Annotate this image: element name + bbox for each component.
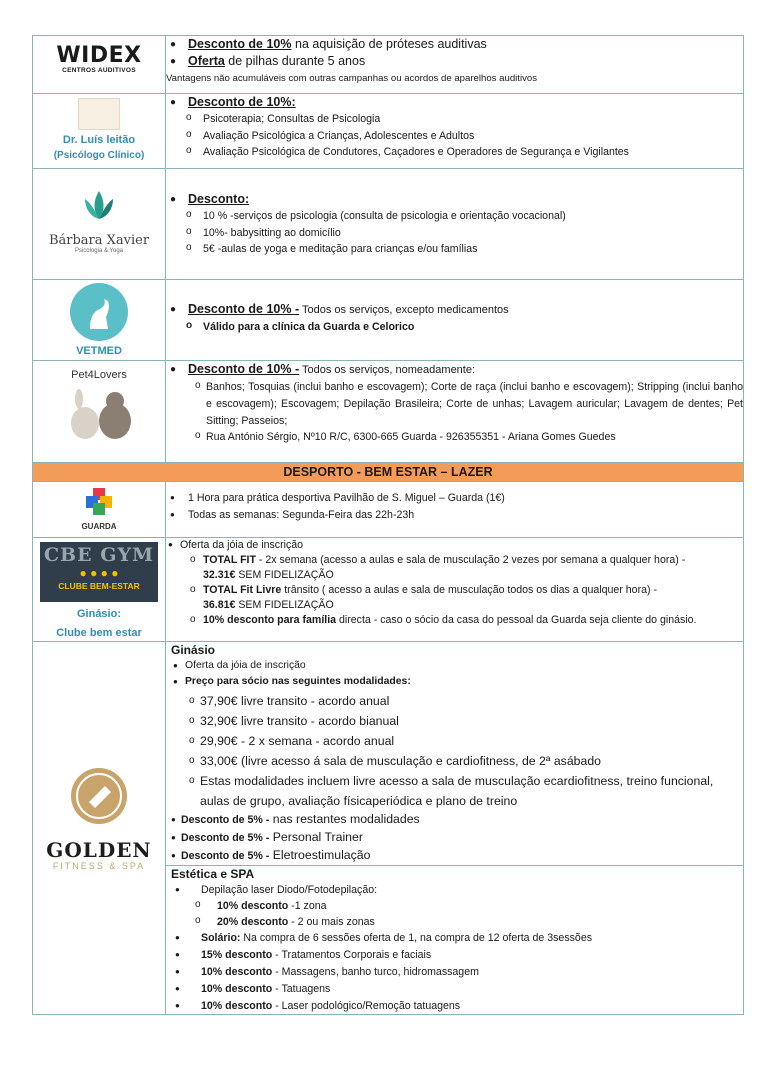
cbe-logo-icons: ● ● ● ● — [79, 566, 119, 580]
list-item: 32.31€ SEM FIDELIZAÇÃO — [203, 568, 334, 581]
widex-logo-tagline: CENTROS AUDITIVOS — [62, 67, 136, 74]
guarda-logo-cell — [33, 482, 166, 538]
row-pet4lovers — [33, 361, 744, 463]
list-item: ● Oferta de pilhas durante 5 anos — [166, 53, 743, 70]
vetmed-logo-cell — [33, 280, 166, 361]
guarda-logo-text: GUARDA — [81, 522, 117, 531]
cbe-logo-sub: CLUBE BEM-ESTAR — [58, 581, 140, 591]
list-item: o 29,90€ - 2 x semana - acordo anual — [171, 731, 737, 751]
list-item: o TOTAL FIT - 2x semana (acesso a aulas e sala de musculação 2 vezes por semana a qualquer hora) - — [166, 553, 743, 568]
golden-logo-sub: FITNESS & SPA — [52, 860, 146, 871]
luis-logo-image — [78, 98, 120, 130]
list-item: o 10% desconto para família directa - caso o sócio da casa do pessoal da Guarda seja cliente do ginásio. — [166, 613, 743, 628]
benefits-table — [32, 35, 744, 1015]
vetmed-logo-image — [70, 283, 128, 341]
list-item: ● Desconto de 5% - Personal Trainer — [171, 829, 737, 847]
list-item: o TOTAL Fit Livre trânsito ( acesso a aulas e sala de musculação todos os dias a qualquer hora) - — [166, 583, 743, 598]
pet4lovers-services: o Banhos; Tosquias (inclui banho e escovagem); Corte de raça (inclui banho e escovagem); Stripping (inclui banho e escovagem); Escovagem; Depilação Brasileira; Corte de unhas; Lavagem auricular; Lavagem de dentes; Pet Sitting; Passeios; — [195, 380, 743, 427]
luis-logo-cell — [33, 94, 166, 169]
pet4lovers-logo-name: Pet4Lovers — [71, 369, 127, 381]
cbe-logo-cell — [33, 538, 166, 642]
list-item: ● 10% desconto - Tatuagens — [171, 981, 737, 998]
widex-note: Vantagens não acumuláveis com outras campanhas ou acordos de aparelhos auditivos — [166, 73, 538, 84]
dog-icon — [70, 283, 128, 341]
list-item: o 5€ -aulas de yoga e meditação para crianças e/ou famílias — [166, 241, 743, 258]
list-item: o 37,90€ livre transito - acordo anual — [171, 691, 737, 711]
list-item: ● Desconto de 10%: — [166, 94, 743, 111]
barbara-content — [166, 169, 744, 280]
list-item: o 10%- babysitting ao domicílio — [166, 225, 743, 242]
list-item: ● Desconto de 10% - Todos os serviços, nomeadamente: — [166, 361, 743, 379]
golden-spa-heading: Estética e SPA — [171, 866, 255, 881]
list-item: ● Desconto de 5% - nas restantes modalidades — [171, 811, 737, 829]
list-item: o 10% desconto -1 zona — [171, 898, 737, 914]
cbe-content — [166, 538, 744, 642]
cbe-logo — [40, 542, 158, 602]
section-title: DESPORTO - BEM ESTAR – LAZER — [33, 463, 744, 482]
vetmed-name: VETMED — [76, 345, 122, 357]
list-item: o Avaliação Psicológica de Condutores, Caçadores e Operadores de Segurança e Vigilantes — [166, 144, 743, 161]
luis-name: Dr. Luís leitão — [62, 134, 136, 146]
list-item: ● 15% desconto - Tratamentos Corporais e faciais — [171, 947, 737, 964]
list-item: ● Depilação laser Diodo/Fotodepilação: — [171, 882, 737, 899]
barbara-logo-name: Bárbara Xavier — [48, 233, 150, 248]
golden-logo-icon — [69, 766, 129, 826]
pet4lovers-content — [166, 361, 744, 463]
list-item: o Psicoterapia; Consultas de Psicologia — [166, 111, 743, 128]
cbe-logo-title: CBE GYM — [43, 544, 155, 566]
list-item: ● 1 Hora para prática desportiva Pavilhão de S. Miguel – Guarda (1€) — [166, 490, 743, 507]
list-item: o 32,90€ livre transito - acordo bianual — [171, 711, 737, 731]
pet4lovers-logo-cell — [33, 361, 166, 463]
guarda-logo-icon — [84, 487, 114, 517]
barbara-logo-sub: Psicologia & Yoga — [74, 248, 124, 254]
list-item: ● Desconto: — [166, 191, 743, 208]
list-item: o Estas modalidades incluem livre acesso a sala de musculação ecardiofitness, treino funcional, aulas de grupo, avaliação físicaperiódica e plano de treino — [171, 771, 737, 811]
list-item: ● Todas as semanas: Segunda-Feira das 22h-23h — [166, 507, 743, 524]
golden-logo-title: GOLDEN — [46, 837, 152, 862]
list-item: ● Desconto de 10% - Todos os serviços, excepto medicamentos — [166, 301, 743, 319]
section-header-row — [33, 463, 744, 482]
widex-logo-cell — [33, 36, 166, 94]
list-item: o 33,00€ (livre acesso á sala de musculação e cardiofitness, de 2ª asábado — [171, 751, 737, 771]
golden-spa-content — [166, 865, 744, 1015]
row-vetmed — [33, 280, 744, 361]
list-item: ● Preço para sócio nas seguintes modalidades: — [171, 674, 737, 690]
pets-icon — [59, 385, 139, 441]
list-item: o 20% desconto - 2 ou mais zonas — [171, 914, 737, 930]
list-item: ● Oferta da jóia de inscrição — [171, 658, 737, 674]
list-item: 36.81€ SEM FIDELIZAÇÃO — [203, 598, 334, 611]
list-item: ● Oferta da jóia de inscrição — [166, 538, 743, 553]
pet4lovers-address: o Rua António Sérgio, Nº10 R/C, 6300-665 Guarda - 926355351 - Ariana Gomes Guedes — [195, 430, 616, 444]
row-luis — [33, 94, 744, 169]
row-widex — [33, 36, 744, 94]
row-golden-gym — [33, 642, 744, 866]
list-item: ● 10% desconto - Massagens, banho turco, hidromassagem — [171, 964, 737, 981]
row-barbara — [33, 169, 744, 280]
list-item: ● 10% desconto - Laser podológico/Remoção tatuagens — [171, 998, 737, 1015]
row-guarda — [33, 482, 744, 538]
widex-content — [166, 36, 744, 94]
list-item: ● Solário: Na compra de 6 sessões oferta de 1, na compra de 12 oferta de 3sessões — [171, 930, 737, 947]
golden-gym-content — [166, 642, 744, 866]
row-cbe-gym — [33, 538, 744, 642]
barbara-logo-cell — [33, 169, 166, 280]
list-item: o Avaliação Psicológica a Crianças, Adolescentes e Adultos — [166, 128, 743, 145]
cbe-name-2: Clube bem estar — [56, 627, 142, 639]
lotus-icon — [69, 185, 129, 229]
vetmed-content — [166, 280, 744, 361]
list-item: o 10 % -serviços de psicologia (consulta de psicologia e orientação vocacional) — [166, 208, 743, 225]
benefits-page — [32, 35, 744, 1015]
guarda-content — [166, 482, 744, 538]
golden-gym-heading: Ginásio — [171, 643, 216, 657]
luis-content — [166, 94, 744, 169]
cbe-name-1: Ginásio: — [76, 608, 121, 620]
luis-title: (Psicólogo Clínico) — [53, 150, 145, 161]
golden-logo-cell — [33, 642, 166, 1015]
list-item: o Válido para a clínica da Guarda e Celorico — [166, 319, 743, 336]
widex-logo-text: WIDEX — [56, 43, 142, 68]
list-item: ● Desconto de 10% na aquisição de próteses auditivas — [166, 36, 743, 53]
list-item: ● Desconto de 5% - Eletroestimulação — [171, 847, 737, 865]
widex-logo — [33, 45, 165, 74]
